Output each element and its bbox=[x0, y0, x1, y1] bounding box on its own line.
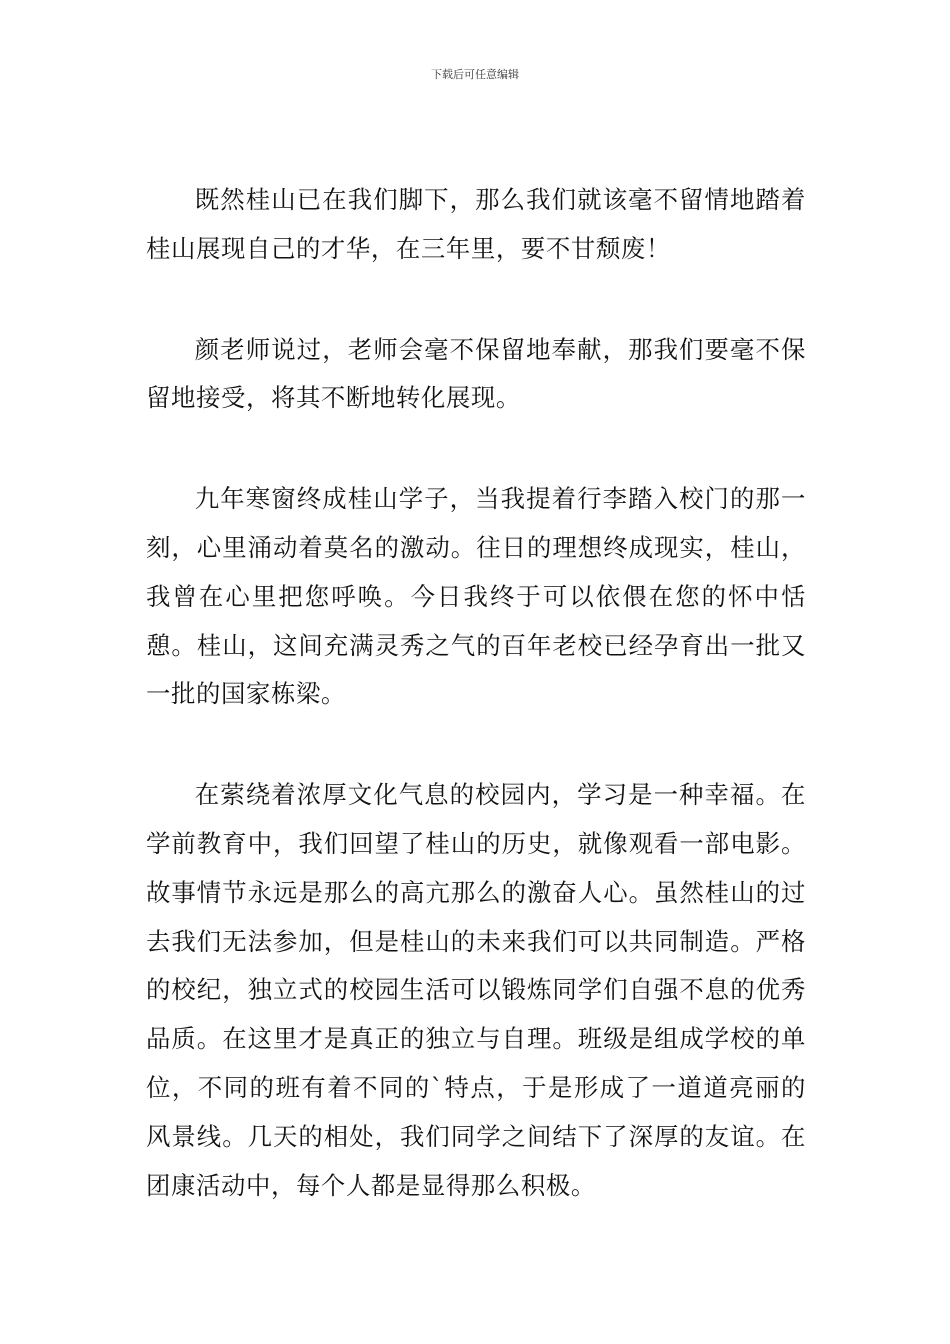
document-body bbox=[146, 176, 806, 1210]
paragraph: 既然桂山已在我们脚下，那么我们就该毫不留情地踏着桂山展现自己的才华，在三年里，要不甘颓废！ bbox=[146, 185, 806, 263]
header-note: 下载后可任意编辑 bbox=[431, 68, 519, 81]
paragraph: 在萦绕着浓厚文化气息的校园内，学习是一种幸福。在学前教育中，我们回望了桂山的历史，就像观看一部电影。故事情节永远是那么的高亢那么的激奋人心。虽然桂山的过去我们无法参加，但是桂山的未来我们可以共同制造。严格的校纪，独立式的校园生活可以锻炼同学们自强不息的优秀品质。在这里才是真正的独立与自理。班级是组成学校的单位，不同的班有着不同的`特点，于是形成了一道道亮丽的风景线。几天的相处，我们同学之间结下了深厚的友谊。在团康活动中，每个人都是显得那么积极。 bbox=[146, 780, 806, 1200]
paragraph: 颜老师说过，老师会毫不保留地奉献，那我们要毫不保留地接受，将其不断地转化展现。 bbox=[146, 334, 806, 413]
paragraph: 九年寒窗终成桂山学子，当我提着行李踏入校门的那一刻，心里涌动着莫名的激动。往日的理想终成现实，桂山，我曾在心里把您呼唤。今日我终于可以依偎在您的怀中恬憩。桂山，这间充满灵秀之气的百年老校已经孕育出一批又一批的国家栋梁。 bbox=[146, 484, 806, 709]
